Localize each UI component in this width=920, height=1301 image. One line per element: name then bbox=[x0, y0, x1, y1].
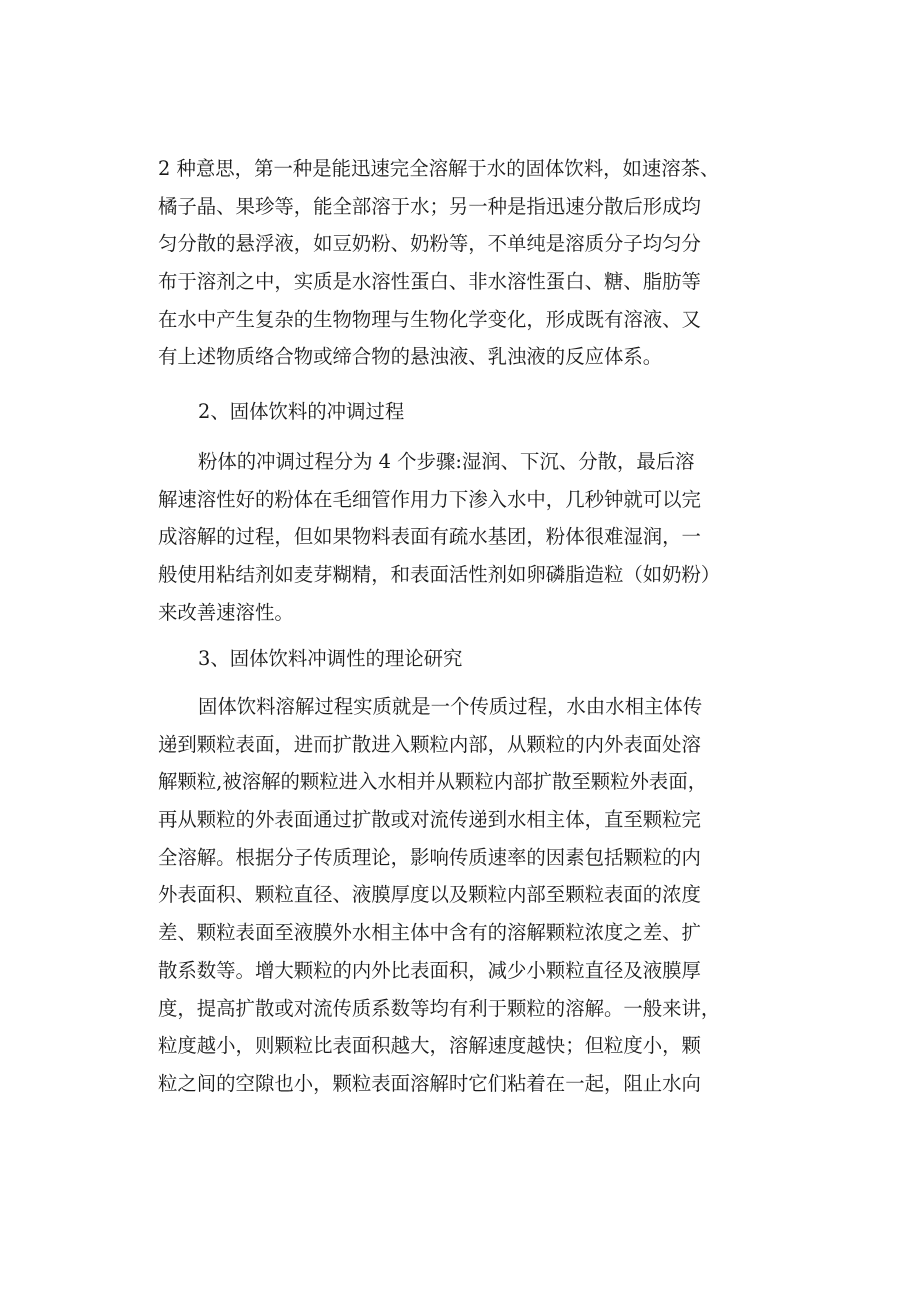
text-line: 解颗粒,被溶解的颗粒进入水相并从颗粒内部扩散至颗粒外表面， bbox=[158, 770, 708, 794]
text-line: 粒之间的空隙也小，颗粒表面溶解时它们粘着在一起，阻止水向 bbox=[158, 1071, 701, 1095]
text-line: 解速溶性好的粉体在毛细管作用力下渗入水中，几秒钟就可以完 bbox=[158, 487, 701, 511]
heading-text: 2、固体饮料的冲调过程 bbox=[198, 400, 405, 423]
text-line: 粒度越小，则颗粒比表面积越大，溶解速度越快；但粒度小，颗 bbox=[158, 1034, 701, 1058]
text-line: 布于溶剂之中，实质是水溶性蛋白、非水溶性蛋白、糖、脂肪等 bbox=[158, 270, 701, 294]
paragraph-solubility-meaning bbox=[158, 150, 768, 376]
paragraph-reconstitution-process bbox=[158, 443, 768, 631]
heading-text: 3、固体饮料冲调性的理论研究 bbox=[198, 647, 463, 670]
text-line: 橘子晶、果珍等，能全部溶于水；另一种是指迅速分散后形成均 bbox=[158, 194, 701, 218]
section-heading-2 bbox=[158, 393, 768, 431]
text-line: 成溶解的过程，但如果物料表面有疏水基团，粉体很难湿润，一 bbox=[158, 525, 701, 549]
text-line: 固体饮料溶解过程实质就是一个传质过程，水由水相主体传 bbox=[198, 695, 703, 718]
text-line: 外表面积、颗粒直径、液膜厚度以及颗粒内部至颗粒表面的浓度 bbox=[158, 883, 701, 907]
text-line: 散系数等。增大颗粒的内外比表面积，减少小颗粒直径及液膜厚 bbox=[158, 958, 701, 982]
text-line: 全溶解。根据分子传质理论，影响传质速率的因素包括颗粒的内 bbox=[158, 845, 701, 869]
text-line: 再从颗粒的外表面通过扩散或对流传递到水相主体，直至颗粒完 bbox=[158, 808, 701, 832]
text-line: 差、颗粒表面至液膜外水相主体中含有的溶解颗粒浓度之差、扩 bbox=[158, 921, 701, 945]
text-line: 2 种意思，第一种是能迅速完全溶解于水的固体饮料，如速溶茶、 bbox=[158, 157, 720, 180]
text-line: 般使用粘结剂如麦芽糊精，和表面活性剂如卵磷脂造粒（如奶粉） bbox=[158, 563, 721, 587]
text-line: 递到颗粒表面，进而扩散进入颗粒内部，从颗粒的内外表面处溶 bbox=[158, 732, 701, 756]
section-heading-3 bbox=[158, 640, 768, 678]
text-line: 有上述物质络合物或缔合物的悬浊液、乳浊液的反应体系。 bbox=[158, 345, 663, 369]
paragraph-theory bbox=[158, 688, 768, 1103]
text-line: 匀分散的悬浮液，如豆奶粉、奶粉等，不单纯是溶质分子均匀分 bbox=[158, 232, 701, 256]
text-line: 来改善速溶性。 bbox=[158, 600, 294, 624]
text-line: 在水中产生复杂的生物物理与生物化学变化，形成既有溶液、又 bbox=[158, 307, 701, 331]
text-line: 度，提高扩散或对流传质系数等均有利于颗粒的溶解。一般来讲， bbox=[158, 996, 721, 1020]
text-line: 粉体的冲调过程分为 4 个步骤:湿润、下沉、分散，最后溶 bbox=[198, 450, 695, 473]
